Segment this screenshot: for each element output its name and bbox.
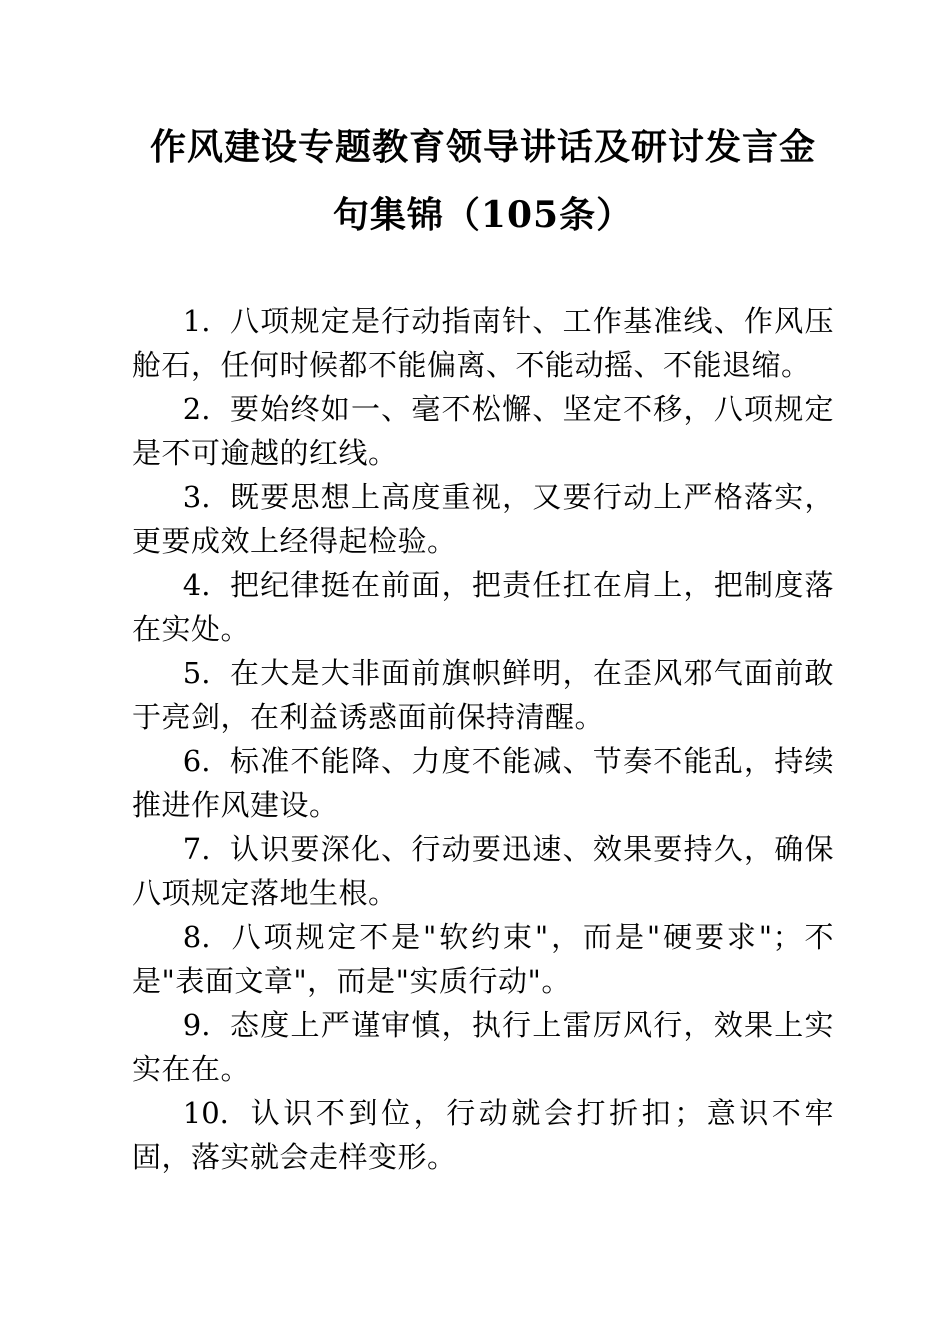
list-item <box>132 1091 834 1179</box>
item-text: 把纪律挺在前面，把责任扛在肩上，把制度落在实处。 <box>132 568 834 646</box>
item-text: 八项规定不是"软约束"，而是"硬要求"；不是"表面文章"，而是"实质行动"。 <box>132 920 834 998</box>
item-number: 7. <box>182 832 211 866</box>
item-number: 5. <box>182 656 211 690</box>
list-item <box>132 651 834 739</box>
item-text: 认识不到位，行动就会打折扣；意识不牢固，落实就会走样变形。 <box>132 1096 834 1174</box>
list-item <box>132 739 834 827</box>
list-item <box>132 475 834 563</box>
item-number: 4. <box>182 568 211 602</box>
item-text: 认识要深化、行动要迅速、效果要持久，确保八项规定落地生根。 <box>132 832 834 910</box>
list-item <box>132 1003 834 1091</box>
item-number: 8. <box>182 920 211 954</box>
item-text: 既要思想上高度重视，又要行动上严格落实，更要成效上经得起检验。 <box>132 480 834 558</box>
quotes-list <box>132 299 834 1179</box>
document-title: 作风建设专题教育领导讲话及研讨发言金句集锦（105条） <box>149 126 816 236</box>
item-text: 态度上严谨审慎，执行上雷厉风行，效果上实实在在。 <box>132 1008 834 1086</box>
item-text: 标准不能降、力度不能减、节奏不能乱，持续推进作风建设。 <box>132 744 834 822</box>
list-item <box>132 827 834 915</box>
list-item <box>132 915 834 1003</box>
item-number: 3. <box>182 480 211 514</box>
item-number: 9. <box>182 1008 211 1042</box>
list-item <box>132 387 834 475</box>
item-number: 6. <box>182 744 211 778</box>
list-item <box>132 563 834 651</box>
item-text: 八项规定是行动指南针、工作基准线、作风压舱石，任何时候都不能偏离、不能动摇、不能退缩。 <box>132 304 834 382</box>
item-text: 在大是大非面前旗帜鲜明，在歪风邪气面前敢于亮剑，在利益诱惑面前保持清醒。 <box>132 656 834 734</box>
item-number: 1. <box>182 304 211 338</box>
item-number: 2. <box>182 392 211 426</box>
item-text: 要始终如一、毫不松懈、坚定不移，八项规定是不可逾越的红线。 <box>132 392 834 470</box>
item-number: 10. <box>182 1096 229 1130</box>
list-item <box>132 299 834 387</box>
